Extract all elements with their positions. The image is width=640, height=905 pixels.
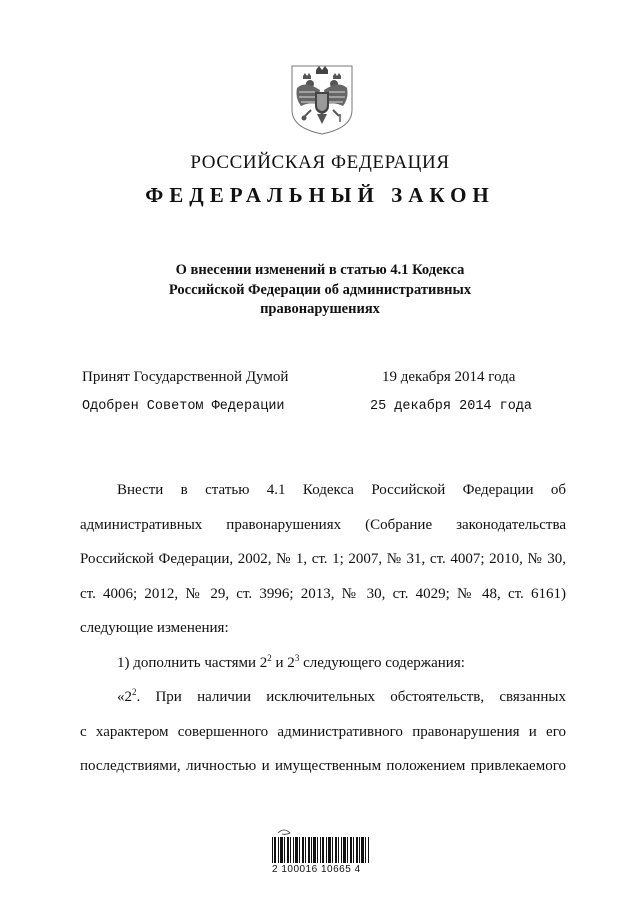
body-paragraph-line: Внести в статью 4.1 Кодекса Российской Федерации об	[117, 482, 566, 498]
council-approval-label: Одобрен Советом Федерации	[82, 399, 285, 414]
body-paragraph-line: ст. 4006; 2012, № 29, ст. 3996; 2013, № 30, ст. 4029; № 48, ст. 6161)	[80, 586, 566, 602]
law-type-heading: ФЕДЕРАЛЬНЫЙ ЗАКОН	[145, 183, 495, 207]
state-emblem-icon	[287, 62, 357, 136]
body-paragraph-line: Российской Федерации, 2002, № 1, ст. 1; 2007, № 31, ст. 4007; 2010, № 30,	[80, 551, 566, 567]
amendment-item-1: 1) дополнить частями $2^2$ и $2^3$ следующего содержания:	[117, 653, 465, 671]
law-title-line-2: Российской Федерации об административных	[168, 282, 472, 298]
council-approval-date: 25 декабря 2014 года	[370, 399, 533, 414]
law-title-line-1: О внесении изменений в статью 4.1 Кодекса	[175, 262, 465, 278]
body-paragraph-line: административных правонарушениях (Собрание законодательства	[80, 517, 566, 533]
duma-adoption-label: Принят Государственной Думой	[82, 369, 289, 385]
quoted-part-line: последствиями, личностью и имущественным положением привлекаемого	[80, 758, 566, 774]
barcode-number: 2 100016 10665 4	[272, 864, 361, 875]
law-title-line-3: правонарушениях	[260, 301, 380, 317]
body-paragraph-line: следующие изменения:	[80, 620, 229, 636]
quoted-part-line: с характером совершенного административного правонарушения и его	[80, 724, 566, 740]
country-heading: РОССИЙСКАЯ ФЕДЕРАЦИЯ	[190, 152, 450, 173]
quoted-part-line: «$2^2$. При наличии исключительных обстоятельств, связанных	[117, 687, 566, 705]
duma-adoption-date: 19 декабря 2014 года	[382, 369, 516, 385]
